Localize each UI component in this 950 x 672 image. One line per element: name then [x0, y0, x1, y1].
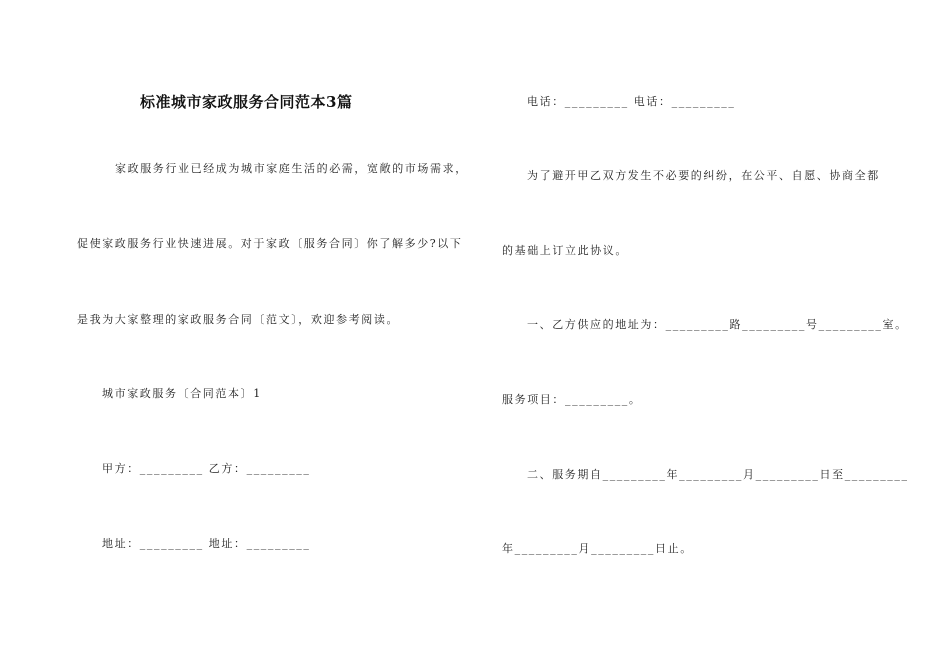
- section-heading: 城市家政服务〔合同范本〕1: [102, 387, 262, 400]
- document-title: 标准城市家政服务合同范本3篇: [140, 93, 353, 111]
- party-name-line: 甲方：_________ 乙方：_________: [102, 462, 311, 475]
- service-period-end-line: 年_________月_________日止。: [502, 542, 693, 555]
- paragraph-line: 为了避开甲乙双方发生不必要的纠纷，在公平、自愿、协商全都: [527, 169, 880, 182]
- service-period-line: 二、服务期自_________年_________月_________日至_________: [527, 468, 909, 481]
- paragraph-line: 家政服务行业已经成为城市家庭生活的必需，宽敞的市场需求，: [115, 162, 468, 175]
- service-items-line: 服务项目：_________。: [502, 393, 642, 406]
- paragraph-line: 的基础上订立此协议。: [502, 244, 628, 257]
- clause-address-line: 一、乙方供应的地址为：_________路_________号_________室。: [527, 318, 908, 331]
- paragraph-line: 是我为大家整理的家政服务合同〔范文〕，欢迎参考阅读。: [77, 313, 400, 326]
- party-phone-line: 电话：_________ 电话：_________: [527, 95, 736, 108]
- paragraph-line: 促使家政服务行业快速进展。对于家政〔服务合同〕你了解多少?以下: [77, 237, 463, 250]
- party-address-line: 地址：_________ 地址：_________: [102, 537, 311, 550]
